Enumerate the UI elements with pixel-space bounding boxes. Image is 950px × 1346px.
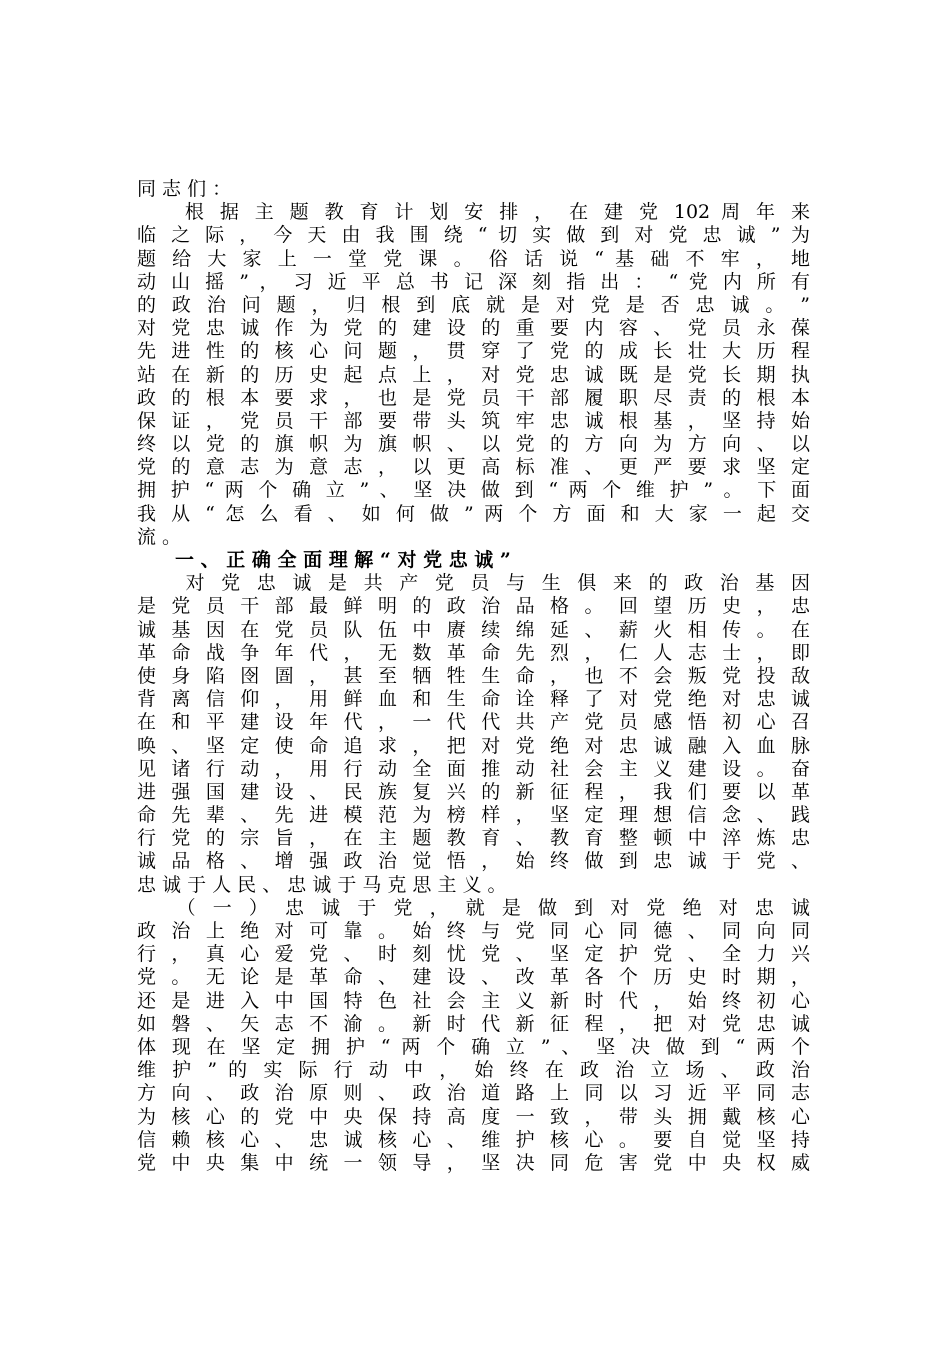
text-line: 体 现 在 坚 定 拥 护 “ 两 个 确 立 ” 、 坚 决 做 到 “ 两 个 — [137, 1035, 810, 1058]
text-line: 革 命 战 争 年 代 ， 无 数 革 命 先 烈 ， 仁 人 志 士 ， 即 — [137, 641, 810, 664]
text-line: 同 志 们 ： — [137, 178, 232, 200]
text-line: 还 是 进 入 中 国 特 色 社 会 主 义 新 时 代 ， 始 终 初 心 — [137, 989, 810, 1012]
text-line: 使 身 陷 囹 圄 ， 甚 至 牺 牲 生 命 ， 也 不 会 叛 党 投 敌 — [137, 664, 810, 687]
text-line: 终 以 党 的 旗 帜 为 旗 帜 、 以 党 的 方 向 为 方 向 、 以 — [137, 433, 810, 456]
text-line: 动 山 摇 ” ， 习 近 平 总 书 记 深 刻 指 出 ： “ 党 内 所 有 — [137, 270, 810, 293]
text-line: 行 党 的 宗 旨 ， 在 主 题 教 育 、 教 育 整 顿 中 淬 炼 忠 — [137, 827, 810, 850]
text-line: 拥 护 “ 两 个 确 立 ” 、 坚 决 做 到 “ 两 个 维 护 ” 。 下 面 — [137, 479, 810, 502]
text-line: 方 向 、 政 治 原 则 、 政 治 道 路 上 同 以 习 近 平 同 志 — [137, 1082, 810, 1105]
text-line: 党 的 意 志 为 意 志 ， 以 更 高 标 准 、 更 严 要 求 坚 定 — [137, 456, 810, 479]
text-line: 我 从 “ 怎 么 看 、 如 何 做 ” 两 个 方 面 和 大 家 一 起 交 — [137, 502, 810, 525]
text-line: 根 据 主 题 教 育 计 划 安 排 ， 在 建 党 102 周 年 来 — [137, 201, 810, 224]
text-line: 进 强 国 建 设 、 民 族 复 兴 的 新 征 程 ， 我 们 要 以 革 — [137, 780, 810, 803]
text-line: 党 中 央 集 中 统 一 领 导 ， 坚 决 同 危 害 党 中 央 权 威 — [137, 1151, 810, 1174]
text-line: 背 离 信 仰 ， 用 鲜 血 和 生 命 诠 释 了 对 党 绝 对 忠 诚 — [137, 688, 810, 711]
text-line: 题 给 大 家 上 一 堂 党 课 。 俗 话 说 “ 基 础 不 牢 ， 地 — [137, 247, 810, 270]
text-line: 流 。 — [137, 525, 182, 548]
text-line: 见 诸 行 动 ， 用 行 动 全 面 推 动 社 会 主 义 建 设 。 奋 — [137, 757, 810, 780]
text-line: 信 赖 核 心 、 忠 诚 核 心 、 维 护 核 心 。 要 自 觉 坚 持 — [137, 1128, 810, 1151]
text-line: 政 治 上 绝 对 可 靠 。 始 终 与 党 同 心 同 德 、 同 向 同 — [137, 920, 810, 942]
text-line: 在 和 平 建 设 年 代 ， 一 代 代 共 产 党 员 感 悟 初 心 召 — [137, 711, 810, 734]
text-line: 行 ， 真 心 爱 党 、 时 刻 忧 党 、 坚 定 护 党 、 全 力 兴 — [137, 943, 810, 966]
text-line: 维 护 ” 的 实 际 行 动 中 ， 始 终 在 政 治 立 场 、 政 治 — [137, 1059, 810, 1082]
section-heading: 一 、 正 确 全 面 理 解 “ 对 党 忠 诚 ” — [137, 549, 511, 571]
text-line: 先 进 性 的 核 心 问 题 ， 贯 穿 了 党 的 成 长 壮 大 历 程 — [137, 340, 810, 363]
text-line: （ 一 ） 忠 诚 于 党 ， 就 是 做 到 对 党 绝 对 忠 诚 — [137, 896, 810, 919]
text-line: 忠 诚 于 人 民 、 忠 诚 于 马 克 思 主 义 。 — [137, 873, 507, 896]
text-line: 对 党 忠 诚 是 共 产 党 员 与 生 俱 来 的 政 治 基 因 — [137, 572, 810, 595]
text-line: 唤 、 坚 定 使 命 追 求 ， 把 对 党 绝 对 忠 诚 融 入 血 脉 — [137, 734, 810, 757]
text-line: 政 的 根 本 要 求 ， 也 是 党 员 干 部 履 职 尽 责 的 根 本 — [137, 386, 810, 409]
text-line: 命 先 辈 、 先 进 模 范 为 榜 样 ， 坚 定 理 想 信 念 、 践 — [137, 804, 810, 827]
text-line: 保 证 ， 党 员 干 部 要 带 头 筑 牢 忠 诚 根 基 ， 坚 持 始 — [137, 409, 810, 432]
text-line: 是 党 员 干 部 最 鲜 明 的 政 治 品 格 。 回 望 历 史 ， 忠 — [137, 595, 810, 618]
text-line: 诚 基 因 在 党 员 队 伍 中 赓 续 绵 延 、 薪 火 相 传 。 在 — [137, 618, 810, 641]
text-line: 诚 品 格 、 增 强 政 治 觉 悟 ， 始 终 做 到 忠 诚 于 党 、 — [137, 850, 810, 873]
text-line: 站 在 新 的 历 史 起 点 上 ， 对 党 忠 诚 既 是 党 长 期 执 — [137, 363, 810, 386]
document-body — [137, 178, 810, 1175]
text-line: 对 党 忠 诚 作 为 党 的 建 设 的 重 要 内 容 、 党 员 永 葆 — [137, 317, 810, 340]
text-line: 如 磐 、 矢 志 不 渝 。 新 时 代 新 征 程 ， 把 对 党 忠 诚 — [137, 1012, 810, 1035]
text-line: 党 。 无 论 是 革 命 、 建 设 、 改 革 各 个 历 史 时 期 ， — [137, 966, 810, 989]
text-line: 临 之 际 ， 今 天 由 我 围 绕 “ 切 实 做 到 对 党 忠 诚 ” 为 — [137, 224, 810, 247]
text-line: 为 核 心 的 党 中 央 保 持 高 度 一 致 ， 带 头 拥 戴 核 心 — [137, 1105, 810, 1128]
text-line: 的 政 治 问 题 ， 归 根 到 底 就 是 对 党 是 否 忠 诚 。 ” — [137, 293, 810, 316]
